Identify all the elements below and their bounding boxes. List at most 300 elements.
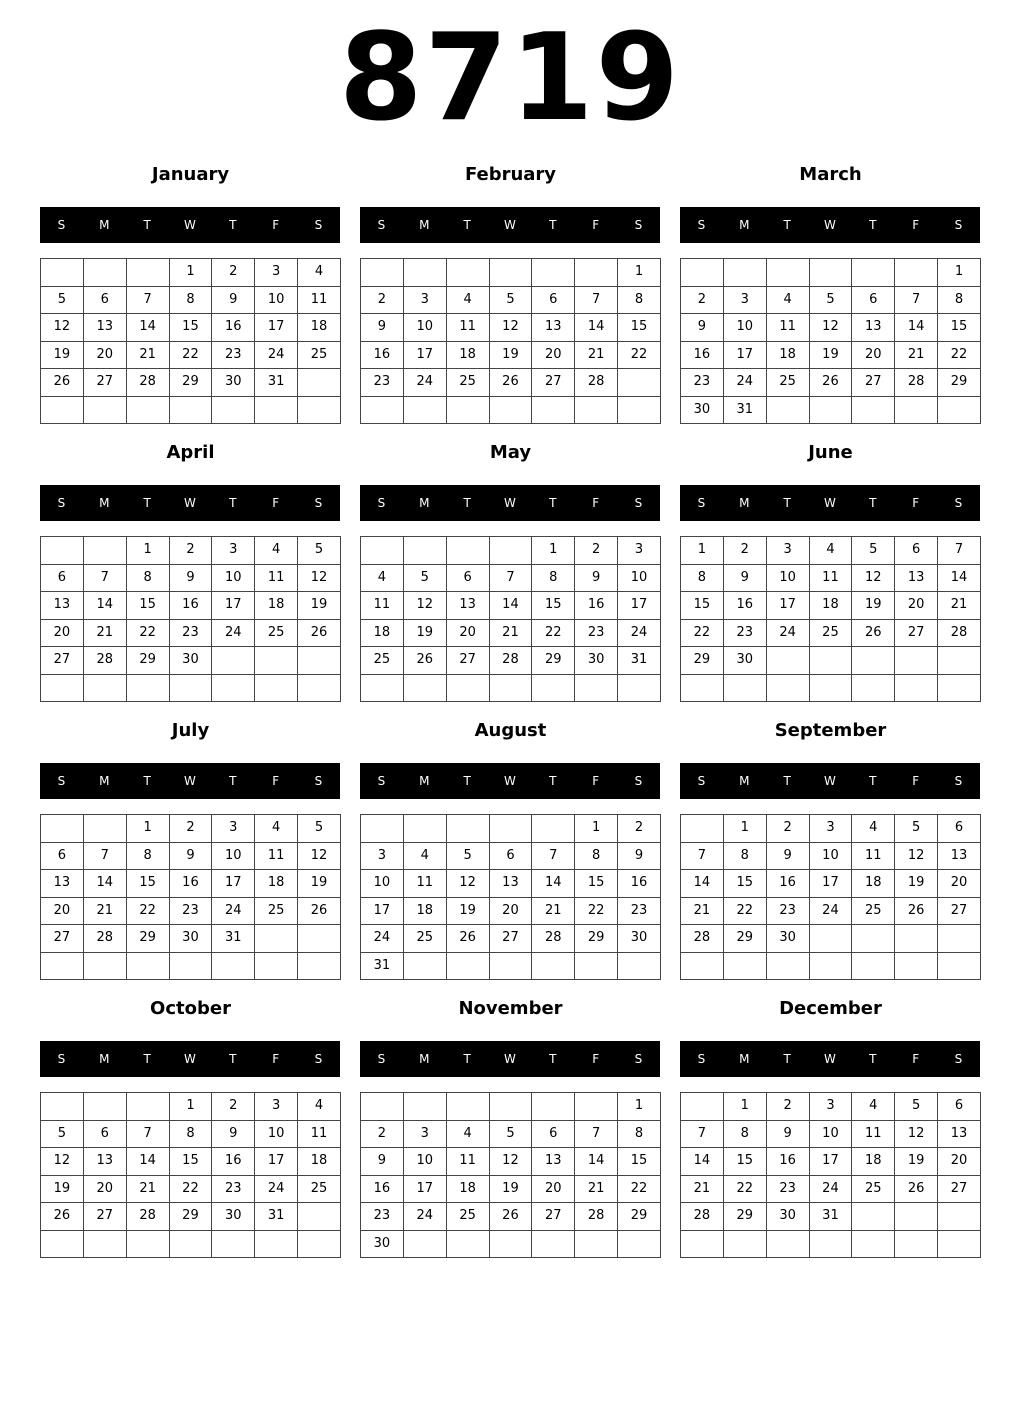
day-cell [895,259,938,287]
week-row [681,619,981,647]
day-cell: 1 [126,815,169,843]
day-cell [361,259,404,287]
day-cell [446,952,489,980]
weekday-label: S [314,774,323,788]
day-cell [489,952,532,980]
day-cell: 25 [446,1203,489,1231]
day-cell [681,815,724,843]
day-cell: 3 [361,842,404,870]
day-cell: 8 [532,564,575,592]
day-cell: 2 [169,537,212,565]
day-cell: 16 [212,314,255,342]
day-cell: 28 [575,1203,618,1231]
day-cell [766,259,809,287]
weekday-label: F [592,218,600,232]
day-cell: 24 [766,619,809,647]
day-cell: 25 [809,619,852,647]
day-cell [126,674,169,702]
day-cell: 28 [532,925,575,953]
day-cell: 7 [532,842,575,870]
day-cell: 19 [41,1175,84,1203]
week-row [361,259,661,287]
day-cell: 4 [809,537,852,565]
week-row [41,619,341,647]
day-cell: 12 [446,870,489,898]
day-cell: 30 [169,647,212,675]
day-cell: 10 [766,564,809,592]
day-cell: 9 [681,314,724,342]
weekday-label: W [184,774,196,788]
day-cell: 4 [298,259,341,287]
month-name: December [779,998,882,1019]
day-cell: 26 [446,925,489,953]
day-cell: 11 [298,1120,341,1148]
day-cell: 28 [83,925,126,953]
day-cell: 12 [895,842,938,870]
weekday-label: S [57,1052,66,1066]
day-cell: 29 [618,1203,661,1231]
day-cell: 30 [766,925,809,953]
day-cell: 18 [361,619,404,647]
week-row [361,1120,661,1148]
day-cell [403,1093,446,1121]
day-cell [575,396,618,424]
week-row [681,1148,981,1176]
day-cell [809,674,852,702]
day-cell: 2 [212,259,255,287]
week-row [41,1230,341,1258]
day-cell: 20 [446,619,489,647]
day-cell: 28 [126,369,169,397]
day-cell: 31 [809,1203,852,1231]
day-cell: 6 [938,815,981,843]
day-cell: 16 [212,1148,255,1176]
week-row [361,592,661,620]
day-cell: 16 [361,1175,404,1203]
day-cell: 26 [298,619,341,647]
day-cell [723,1230,766,1258]
day-cell: 14 [681,1148,724,1176]
year-title: 8719 [339,9,681,148]
day-cell: 22 [723,897,766,925]
day-cell: 10 [361,870,404,898]
weekday-label: T [869,1052,877,1066]
day-cell: 4 [255,537,298,565]
month-name: October [150,998,231,1019]
week-row [681,815,981,843]
week-row [361,815,661,843]
day-cell: 31 [618,647,661,675]
weekday-label: S [697,496,706,510]
day-cell: 23 [212,341,255,369]
day-cell: 7 [895,286,938,314]
day-cell: 18 [298,314,341,342]
day-cell: 23 [169,897,212,925]
week-row [681,259,981,287]
day-cell: 31 [723,396,766,424]
day-cell: 27 [83,369,126,397]
weekday-label: M [419,218,430,232]
day-cell [298,674,341,702]
day-cell: 26 [41,1203,84,1231]
day-cell: 27 [532,1203,575,1231]
week-row [361,314,661,342]
weekday-label: T [783,774,791,788]
day-cell: 4 [361,564,404,592]
day-cell: 1 [169,1093,212,1121]
day-cell [681,952,724,980]
weekday-label: T [143,1052,151,1066]
day-cell: 22 [169,341,212,369]
day-cell: 8 [618,1120,661,1148]
day-cell: 30 [212,369,255,397]
day-cell: 23 [681,369,724,397]
week-row [41,1120,341,1148]
weekday-label: S [314,1052,323,1066]
day-cell [895,1230,938,1258]
day-cell [446,396,489,424]
day-cell [723,674,766,702]
day-cell [298,925,341,953]
day-cell: 5 [895,815,938,843]
day-cell: 15 [618,1148,661,1176]
day-cell [212,647,255,675]
week-row [681,1120,981,1148]
week-row [361,842,661,870]
weekday-label: S [377,496,386,510]
day-cell: 17 [361,897,404,925]
week-row [41,537,341,565]
day-cell: 28 [126,1203,169,1231]
day-cell: 21 [83,897,126,925]
day-cell: 28 [83,647,126,675]
month-name: August [474,720,547,741]
day-cell: 20 [895,592,938,620]
day-cell [403,815,446,843]
week-row [681,314,981,342]
day-cell: 18 [255,870,298,898]
weekday-label: M [739,774,750,788]
weekday-label: T [549,218,557,232]
day-cell: 15 [575,870,618,898]
day-grid [360,258,661,424]
day-cell [212,396,255,424]
day-cell [532,1093,575,1121]
day-cell: 12 [403,592,446,620]
weekday-label: T [783,1052,791,1066]
day-cell: 7 [575,286,618,314]
day-cell: 21 [681,1175,724,1203]
day-cell: 4 [298,1093,341,1121]
day-cell [809,1230,852,1258]
week-row [41,259,341,287]
day-cell: 16 [618,870,661,898]
day-cell [895,925,938,953]
day-cell [83,1093,126,1121]
day-cell: 6 [852,286,895,314]
day-cell [852,259,895,287]
weekday-label: T [143,218,151,232]
day-cell: 25 [446,369,489,397]
day-cell: 13 [938,1120,981,1148]
day-grid [40,258,341,424]
day-cell: 9 [766,842,809,870]
week-row [361,341,661,369]
day-cell: 15 [618,314,661,342]
day-cell [169,1230,212,1258]
day-cell: 6 [938,1093,981,1121]
day-cell [169,396,212,424]
day-cell: 2 [361,286,404,314]
day-cell [852,1203,895,1231]
week-row [361,369,661,397]
day-cell [575,1230,618,1258]
day-cell: 14 [489,592,532,620]
day-cell: 19 [298,870,341,898]
day-cell: 17 [809,1148,852,1176]
weekday-label: S [377,218,386,232]
day-cell: 17 [766,592,809,620]
day-cell: 17 [212,592,255,620]
day-cell: 14 [83,870,126,898]
weekday-header [360,763,660,799]
day-cell: 19 [489,341,532,369]
day-cell: 29 [575,925,618,953]
day-cell: 3 [809,1093,852,1121]
week-row [681,870,981,898]
day-cell: 24 [723,369,766,397]
day-cell: 25 [766,369,809,397]
weekday-label: S [377,774,386,788]
day-cell: 9 [361,314,404,342]
day-cell [126,259,169,287]
day-cell: 7 [489,564,532,592]
day-cell [41,537,84,565]
weekday-label: W [824,1052,836,1066]
day-cell [41,674,84,702]
day-cell: 14 [126,314,169,342]
weekday-label: S [634,218,643,232]
day-cell: 16 [169,870,212,898]
day-cell: 19 [895,870,938,898]
day-cell [83,815,126,843]
day-cell: 19 [895,1148,938,1176]
day-cell: 1 [681,537,724,565]
day-cell: 20 [852,341,895,369]
week-row [681,369,981,397]
day-cell: 23 [723,619,766,647]
day-cell: 30 [681,396,724,424]
day-cell: 15 [938,314,981,342]
week-row [681,537,981,565]
day-cell: 24 [212,619,255,647]
day-cell: 13 [83,1148,126,1176]
day-cell: 13 [532,314,575,342]
weekday-label: M [419,496,430,510]
day-grid [360,814,661,980]
day-cell: 2 [766,1093,809,1121]
weekday-label: F [912,496,920,510]
day-cell: 3 [212,537,255,565]
day-cell: 23 [766,1175,809,1203]
day-cell: 30 [575,647,618,675]
week-row [361,1230,661,1258]
day-cell [489,1093,532,1121]
day-cell [489,674,532,702]
week-row [361,952,661,980]
weekday-label: S [377,1052,386,1066]
day-cell [532,674,575,702]
weekday-label: T [549,496,557,510]
week-row [681,564,981,592]
weekday-label: T [869,774,877,788]
day-cell: 31 [255,369,298,397]
day-cell [938,396,981,424]
day-cell [489,537,532,565]
day-cell: 13 [489,870,532,898]
day-cell: 27 [41,647,84,675]
weekday-label: S [954,218,963,232]
day-grid [680,536,981,702]
day-cell [403,537,446,565]
day-cell: 8 [938,286,981,314]
day-cell: 17 [403,341,446,369]
day-cell: 11 [852,842,895,870]
week-row [681,897,981,925]
day-cell: 14 [575,314,618,342]
weekday-label: S [314,496,323,510]
day-cell: 6 [532,286,575,314]
week-row [361,1203,661,1231]
day-cell: 18 [852,870,895,898]
day-cell: 8 [723,842,766,870]
day-cell [938,952,981,980]
day-cell: 13 [446,592,489,620]
day-cell: 2 [723,537,766,565]
weekday-label: S [954,496,963,510]
weekday-label: T [229,496,237,510]
weekday-label: M [419,774,430,788]
day-cell: 18 [403,897,446,925]
weekday-label: T [549,774,557,788]
day-cell [852,647,895,675]
day-cell [489,396,532,424]
day-cell: 2 [361,1120,404,1148]
day-cell: 31 [255,1203,298,1231]
day-cell: 23 [169,619,212,647]
day-cell: 11 [255,842,298,870]
day-cell [41,952,84,980]
day-cell: 29 [723,1203,766,1231]
day-cell: 4 [446,1120,489,1148]
week-row [41,1175,341,1203]
day-cell: 28 [681,1203,724,1231]
day-cell: 20 [938,870,981,898]
day-cell: 4 [852,815,895,843]
day-cell [169,674,212,702]
day-cell: 9 [169,564,212,592]
day-cell: 15 [126,592,169,620]
day-cell: 27 [938,897,981,925]
weekday-label: T [869,218,877,232]
weekday-label: S [697,774,706,788]
week-row [681,674,981,702]
day-cell: 20 [938,1148,981,1176]
day-cell: 19 [298,592,341,620]
day-cell: 23 [361,1203,404,1231]
day-cell: 13 [41,870,84,898]
day-cell [723,952,766,980]
day-cell: 2 [618,815,661,843]
day-cell [255,952,298,980]
day-cell [403,1230,446,1258]
day-grid [680,814,981,980]
day-cell [403,259,446,287]
day-cell: 22 [532,619,575,647]
day-cell [361,396,404,424]
weekday-label: M [99,774,110,788]
day-cell: 8 [126,842,169,870]
day-cell: 13 [895,564,938,592]
day-cell [169,952,212,980]
day-cell: 11 [809,564,852,592]
weekday-label: S [634,1052,643,1066]
day-cell: 13 [938,842,981,870]
day-cell: 14 [681,870,724,898]
day-cell [255,925,298,953]
day-cell: 27 [895,619,938,647]
week-row [681,341,981,369]
day-grid [360,1092,661,1258]
day-cell: 6 [41,564,84,592]
month-name: April [166,442,215,463]
day-cell: 11 [255,564,298,592]
day-grid [40,1092,341,1258]
week-row [41,897,341,925]
day-cell: 6 [83,286,126,314]
day-cell: 7 [681,842,724,870]
day-cell: 23 [212,1175,255,1203]
day-cell: 30 [361,1230,404,1258]
weekday-label: W [504,496,516,510]
weekday-label: T [143,496,151,510]
day-cell: 21 [938,592,981,620]
day-cell: 24 [255,1175,298,1203]
week-row [681,1230,981,1258]
day-cell [83,396,126,424]
day-cell: 19 [446,897,489,925]
day-cell: 24 [255,341,298,369]
day-cell [809,647,852,675]
day-cell [446,674,489,702]
day-cell: 17 [255,1148,298,1176]
week-row [361,286,661,314]
day-cell: 29 [681,647,724,675]
day-cell: 20 [41,619,84,647]
day-cell: 22 [618,1175,661,1203]
day-cell: 28 [681,925,724,953]
weekday-label: W [184,496,196,510]
day-cell: 29 [723,925,766,953]
day-cell: 25 [852,897,895,925]
week-row [361,674,661,702]
month-name: May [489,442,532,463]
day-cell [618,396,661,424]
day-cell [126,1093,169,1121]
day-cell [938,647,981,675]
day-cell: 11 [446,1148,489,1176]
day-cell: 14 [532,870,575,898]
